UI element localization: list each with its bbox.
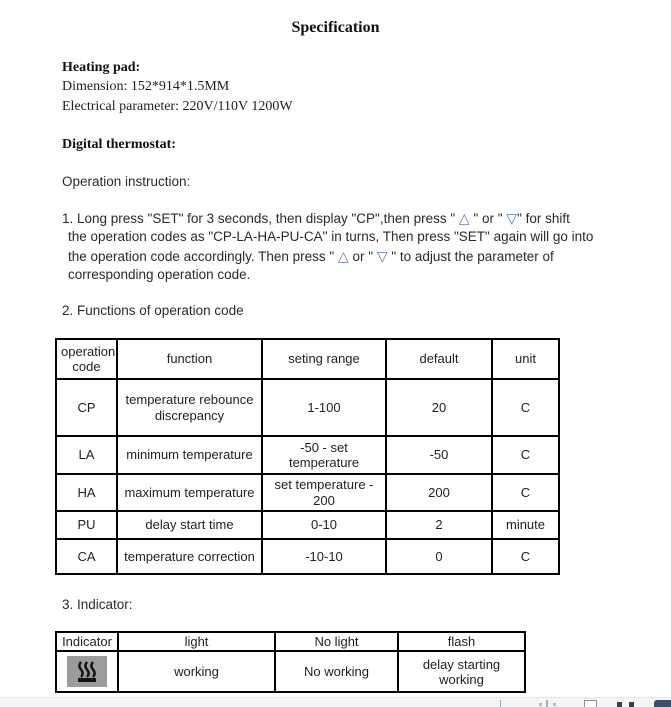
instruction-line-2: the operation codes as "CP-LA-HA-PU-CA" in turns, Then press "SET" again will go into [68,229,594,244]
heating-pad-dimension: Dimension: 152*914*1.5MM [62,79,230,94]
op-table-header-seting-range: seting range [262,339,386,379]
toolbar-glyph[interactable] [629,702,634,707]
toolbar-fragment[interactable] [546,700,548,707]
op-default-cell: -50 [386,436,492,474]
op-table-header-unit: unit [492,339,559,379]
op-range-cell: 1-100 [262,379,386,436]
page-icon[interactable] [584,700,597,707]
instruction-line-1 [62,210,570,227]
op-table-header-default: default [386,339,492,379]
op-default-cell: 20 [386,379,492,436]
op-function-cell: temperature rebounce discrepancy [117,379,262,436]
digital-thermostat-heading: Digital thermostat: [62,137,176,152]
op-range-cell: -50 - set temperature [262,436,386,474]
instruction-line-3 [68,248,554,265]
op-unit-cell: C [492,379,559,436]
table-row [56,379,559,436]
op-default-cell: 0 [386,539,492,574]
table-row [56,474,559,511]
op-table-header-operation-code: operation code [56,339,117,379]
op-unit-cell: C [492,474,559,511]
table-header-row [56,632,525,651]
ind-table-header-no-light: No light [275,632,398,651]
toolbar-fragment[interactable] [553,703,556,706]
instruction-text: the operation code accordingly. Then press " [68,249,338,264]
toolbar-glyph[interactable] [617,702,622,707]
instruction-text: " or " [469,211,507,226]
triangle-up-icon: △ [337,248,349,264]
blue-button-fragment[interactable] [654,700,671,707]
op-function-cell: minimum temperature [117,436,262,474]
table-row [56,651,525,692]
op-function-cell: temperature correction [117,539,262,574]
instruction-text: " to adjust the parameter of [387,249,554,264]
ind-table-header-flash: flash [398,632,525,651]
ind-table-header-light: light [118,632,275,651]
op-unit-cell: C [492,436,559,474]
instruction-line-4: corresponding operation code. [68,267,251,282]
op-unit-cell: minute [492,511,559,539]
page-title: Specification [291,19,380,36]
section-2-heading: 2. Functions of operation code [62,303,244,318]
op-function-cell: delay start time [117,511,262,539]
ind-table-header-indicator: Indicator [56,632,118,651]
op-unit-cell: C [492,539,559,574]
op-range-cell: -10-10 [262,539,386,574]
table-row [56,436,559,474]
op-table-header-function: function [117,339,262,379]
op-default-cell: 2 [386,511,492,539]
op-code-cell: CP [56,379,117,436]
operation-instruction-heading: Operation instruction: [62,174,191,189]
op-code-cell: HA [56,474,117,511]
op-code-cell: CA [56,539,117,574]
triangle-up-icon: △ [458,210,470,226]
toolbar-fragment[interactable] [539,703,542,706]
table-row [56,511,559,539]
operation-code-table [55,338,560,575]
instruction-text: or " [348,249,377,264]
indicator-table [55,631,526,693]
bottom-toolbar-strip [0,697,671,707]
ind-light-cell: working [118,651,275,692]
heating-pad-heading: Heating pad: [62,60,141,75]
heating-indicator-icon [67,656,107,687]
op-default-cell: 200 [386,474,492,511]
op-code-cell: LA [56,436,117,474]
ind-no-light-cell: No working [275,651,398,692]
triangle-down-icon: ▽ [376,248,388,264]
indicator-icon-cell [56,651,118,692]
op-code-cell: PU [56,511,117,539]
instruction-text: 1. Long press "SET" for 3 seconds, then display "CP",then press " [62,211,459,226]
triangle-down-icon: ▽ [506,210,518,226]
op-range-cell: 0-10 [262,511,386,539]
op-function-cell: maximum temperature [117,474,262,511]
section-3-heading: 3. Indicator: [62,597,133,612]
ind-flash-cell: delay starting working [398,651,525,692]
table-header-row [56,339,559,379]
instruction-text: " for shift [517,211,570,226]
op-range-cell: set temperature - 200 [262,474,386,511]
heating-pad-electrical: Electrical parameter: 220V/110V 1200W [62,99,293,114]
table-row [56,539,559,574]
toolbar-divider [500,700,501,707]
